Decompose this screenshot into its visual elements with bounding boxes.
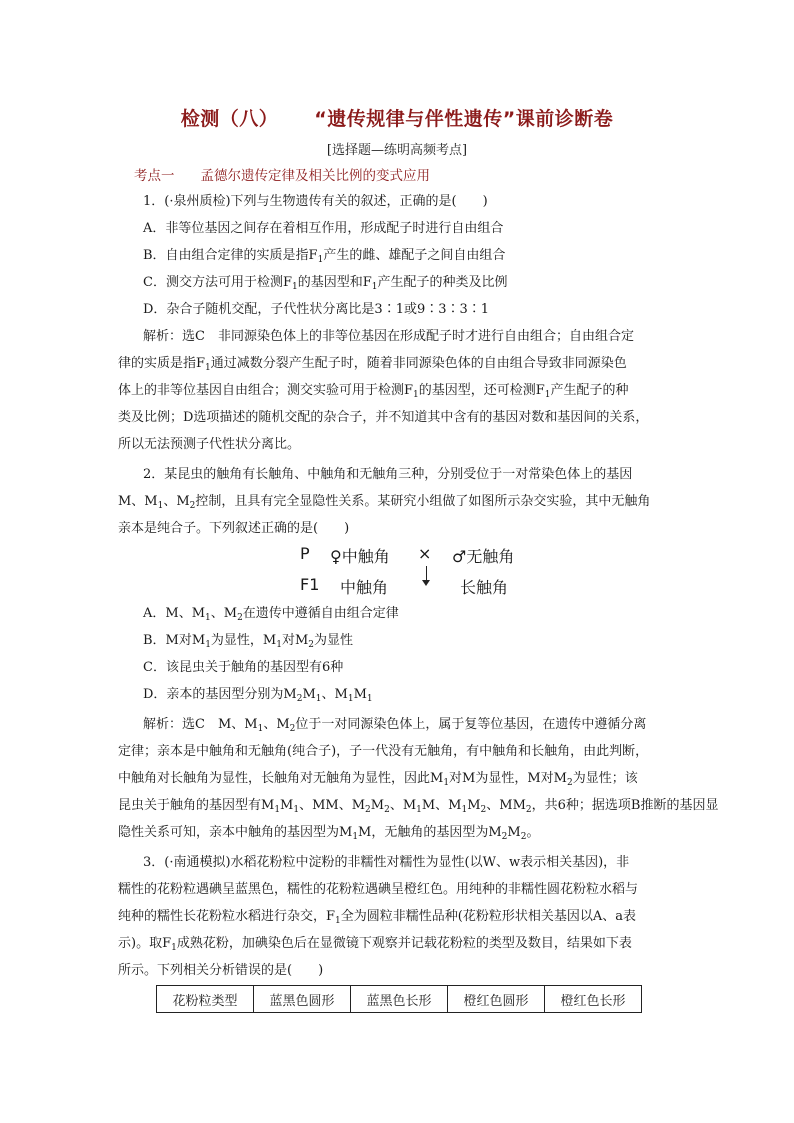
cross-female: ♀中触角 bbox=[330, 547, 390, 566]
cross-f1-right: 长触角 bbox=[460, 578, 509, 597]
q2-answer-line-1: 解析：选C M、$M_1$、$M_2$位于一对同源染色体上，属于复等位基因，在遗传中遵循分离 bbox=[143, 717, 647, 734]
q3-stem-line-5: 所示。下列相关分析错误的是( ) bbox=[118, 963, 324, 978]
q2-answer-line-5: 隐性关系可知，亲本中触角的基因型为$M_1M$，无触角的基因型为$M_2M_2$。 bbox=[118, 825, 540, 842]
table-header-cell: 橙红色圆形 bbox=[448, 986, 545, 1013]
q2-option-c: C．该昆虫关于触角的基因型有6种 bbox=[143, 660, 344, 675]
cross-p-label: P bbox=[300, 544, 310, 563]
q2-answer-line-2: 定律；亲本是中触角和无触角(纯合子)，子一代没有无触角，有中触角和长触角，由此判断， bbox=[118, 744, 649, 759]
q2-option-b: B．M对$M_1$为显性，$M_1$对$M_2$为显性 bbox=[143, 633, 354, 650]
q1-answer-line-5: 所以无法预测子代性状分离比。 bbox=[118, 437, 301, 452]
q2-answer-line-4: 昆虫关于触角的基因型有$M_1M_1$、MM、$M_2M_2$、$M_1M$、$M_1M_2$、$MM_2$，共6种；据选项B推断的基因显 bbox=[118, 798, 719, 815]
q1-option-b: B．自由组合定律的实质是指$F_1$产生的雌、雄配子之间自由组合 bbox=[143, 248, 506, 265]
q2-option-d: D．亲本的基因型分别为$M_2M_1$、$M_1M_1$ bbox=[143, 687, 373, 704]
q1-answer-line-1: 解析：选C 非同源染色体上的非等位基因在形成配子时才进行自由组合；自由组合定 bbox=[143, 329, 634, 344]
cross-times: × bbox=[418, 544, 432, 563]
q1-option-a: A．非等位基因之间存在着相互作用，形成配子时进行自由组合 bbox=[143, 221, 504, 236]
title-right: “遗传规律与伴性遗传”课前诊断卷 bbox=[314, 108, 614, 130]
q1-option-c: C．测交方法可用于检测$F_1$的基因型和$F_1$产生配子的种类及比例 bbox=[143, 275, 508, 292]
table-header-row bbox=[157, 986, 642, 1013]
q2-option-a: A．M、$M_1$、$M_2$在遗传中遵循自由组合定律 bbox=[143, 606, 399, 623]
q3-stem-line-1: 3．(·南通模拟)水稻花粉粒中淀粉的非糯性对糯性为显性(以W、w表示相关基因)，非 bbox=[143, 855, 630, 870]
q2-stem-line-2: M、$M_1$、$M_2$控制，且具有完全显隐性关系。某研究小组做了如图所示杂交实验，其中无触角 bbox=[118, 494, 651, 511]
section-heading bbox=[134, 164, 430, 184]
pollen-table bbox=[156, 985, 642, 1013]
q1-answer-line-2: 律的实质是指$F_1$通过减数分裂产生配子时，随着非同源染色体的自由组合导致非同源染色 bbox=[118, 356, 627, 373]
table-header-cell: 蓝黑色圆形 bbox=[254, 986, 351, 1013]
table-header-cell: 花粉粒类型 bbox=[157, 986, 254, 1013]
cross-f1-left: 中触角 bbox=[340, 578, 389, 597]
q1-answer-line-4: 类及比例；D选项描述的随机交配的杂合子，并不知道其中含有的基因对数和基因间的关系， bbox=[118, 410, 649, 425]
subtitle: [选择题—练明高频考点] bbox=[326, 143, 468, 158]
cross-f1-label: F1 bbox=[300, 575, 320, 594]
table-header-cell: 橙红色长形 bbox=[545, 986, 642, 1013]
section-text: 孟德尔遗传定律及相关比例的变式应用 bbox=[200, 168, 430, 184]
q1-answer-line-3: 体上的非等位基因自由组合；测交实验可用于检测$F_1$的基因型，还可检测$F_1$产生配子的种 bbox=[118, 383, 629, 400]
title-left: 检测（八） bbox=[180, 108, 279, 130]
cross-male: ♂无触角 bbox=[452, 547, 515, 566]
q3-stem-line-4: 示)。取$F_1$成熟花粉，加碘染色后在显微镜下观察并记载花粉粒的类型及数目，结果如下表 bbox=[118, 936, 632, 953]
q1-option-d: D．杂合子随机交配，子代性状分离比是3∶1或9∶3∶3∶1 bbox=[143, 302, 490, 317]
table-header-cell: 蓝黑色长形 bbox=[351, 986, 448, 1013]
q2-stem-line-1: 2．某昆虫的触角有长触角、中触角和无触角三种，分别受位于一对常染色体上的基因 bbox=[143, 467, 633, 482]
q1-stem: 1．(·泉州质检)下列与生物遗传有关的叙述，正确的是( ) bbox=[143, 194, 488, 209]
section-label: 考点一 bbox=[134, 168, 175, 184]
q2-stem-line-3: 亲本是纯合子。下列叙述正确的是( ) bbox=[118, 521, 350, 536]
cross-arrow-head bbox=[422, 580, 430, 586]
q3-stem-line-2: 糯性的花粉粒遇碘呈蓝黑色，糯性的花粉粒遇碘呈橙红色。用纯种的非糯性圆花粉粒水稻与 bbox=[118, 882, 639, 897]
page-title bbox=[0, 104, 794, 131]
cross-diagram bbox=[300, 542, 540, 602]
q3-stem-line-3: 纯种的糯性长花粉粒水稻进行杂交，$F_1$全为圆粒非糯性品种(花粉粒形状相关基因以A、a表 bbox=[118, 909, 636, 926]
q2-answer-line-3: 中触角对长触角为显性，长触角对无触角为显性，因此$M_1$对M为显性，M对$M_2$为显性；该 bbox=[118, 771, 638, 788]
